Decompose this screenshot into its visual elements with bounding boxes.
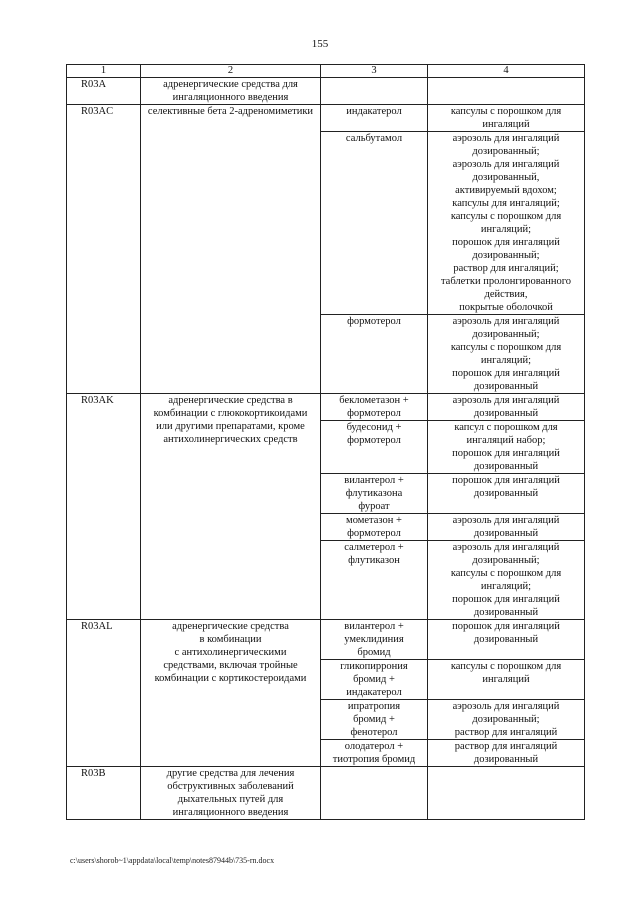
drug-name-cell: [321, 78, 428, 105]
dosage-form-cell: аэрозоль для ингаляций дозированный; аэрозоль для ингаляций дозированный, активируемый вдохом; капсулы для ингаляций; капсулы с порошком для ингаляций; порошок для ингаляций дозированный; раствор для ингаляций; таблетки пролонгированного действия, покрытые оболочкой: [428, 132, 585, 315]
column-header: 4: [428, 65, 585, 78]
dosage-form-cell: порошок для ингаляций дозированный: [428, 620, 585, 660]
column-header: 2: [141, 65, 321, 78]
atc-group-name-cell: адренергические средства в комбинации с антихолинергическими средствами, включая тройные комбинации с кортикостероидами: [141, 620, 321, 767]
drug-name-cell: будесонид + формотерол: [321, 421, 428, 474]
dosage-form-cell: аэрозоль для ингаляций дозированный; капсулы с порошком для ингаляций; порошок для ингаляций дозированный: [428, 315, 585, 394]
dosage-form-cell: аэрозоль для ингаляций дозированный; раствор для ингаляций: [428, 700, 585, 740]
dosage-form-cell: аэрозоль для ингаляций дозированный: [428, 394, 585, 421]
drug-name-cell: беклометазон + формотерол: [321, 394, 428, 421]
drug-table: [66, 64, 585, 820]
drug-name-cell: олодатерол + тиотропия бромид: [321, 740, 428, 767]
atc-group-name-cell: адренергические средства для ингаляционного введения: [141, 78, 321, 105]
table-row: [67, 105, 585, 132]
atc-code-cell: R03AK: [67, 394, 141, 620]
atc-group-name-cell: адренергические средства в комбинации с глюкокортикоидами или другими препаратами, кроме антихолинергических средств: [141, 394, 321, 620]
drug-name-cell: сальбутамол: [321, 132, 428, 315]
dosage-form-cell: [428, 767, 585, 820]
dosage-form-cell: аэрозоль для ингаляций дозированный: [428, 514, 585, 541]
column-header: 3: [321, 65, 428, 78]
dosage-form-cell: капсулы с порошком для ингаляций: [428, 105, 585, 132]
drug-name-cell: вилантерол + умеклидиния бромид: [321, 620, 428, 660]
atc-group-name-cell: селективные бета 2-адреномиметики: [141, 105, 321, 394]
footer-file-path: c:\users\shorob~1\appdata\local\temp\notes87944b\735-rn.docx: [70, 856, 275, 865]
dosage-form-cell: раствор для ингаляций дозированный: [428, 740, 585, 767]
dosage-form-cell: капсул с порошком для ингаляций набор; порошок для ингаляций дозированный: [428, 421, 585, 474]
atc-group-name-cell: другие средства для лечения обструктивных заболеваний дыхательных путей для ингаляционного введения: [141, 767, 321, 820]
drug-name-cell: формотерол: [321, 315, 428, 394]
drug-name-cell: салметерол + флутиказон: [321, 541, 428, 620]
page-number: 155: [311, 38, 329, 50]
drug-name-cell: ипратропия бромид + фенотерол: [321, 700, 428, 740]
table-row: [67, 620, 585, 660]
table-row: [67, 78, 585, 105]
drug-name-cell: гликопиррония бромид + индакатерол: [321, 660, 428, 700]
atc-code-cell: R03AL: [67, 620, 141, 767]
drug-name-cell: индакатерол: [321, 105, 428, 132]
table-row: [67, 767, 585, 820]
header-row: [67, 65, 585, 78]
atc-code-cell: R03AC: [67, 105, 141, 394]
table-row: [67, 394, 585, 421]
atc-code-cell: R03B: [67, 767, 141, 820]
dosage-form-cell: аэрозоль для ингаляций дозированный; капсулы с порошком для ингаляций; порошок для ингаляций дозированный: [428, 541, 585, 620]
dosage-form-cell: [428, 78, 585, 105]
drug-name-cell: мометазон + формотерол: [321, 514, 428, 541]
column-header: 1: [67, 65, 141, 78]
atc-code-cell: R03A: [67, 78, 141, 105]
dosage-form-cell: порошок для ингаляций дозированный: [428, 474, 585, 514]
drug-name-cell: вилантерол + флутиказона фуроат: [321, 474, 428, 514]
drug-name-cell: [321, 767, 428, 820]
dosage-form-cell: капсулы с порошком для ингаляций: [428, 660, 585, 700]
